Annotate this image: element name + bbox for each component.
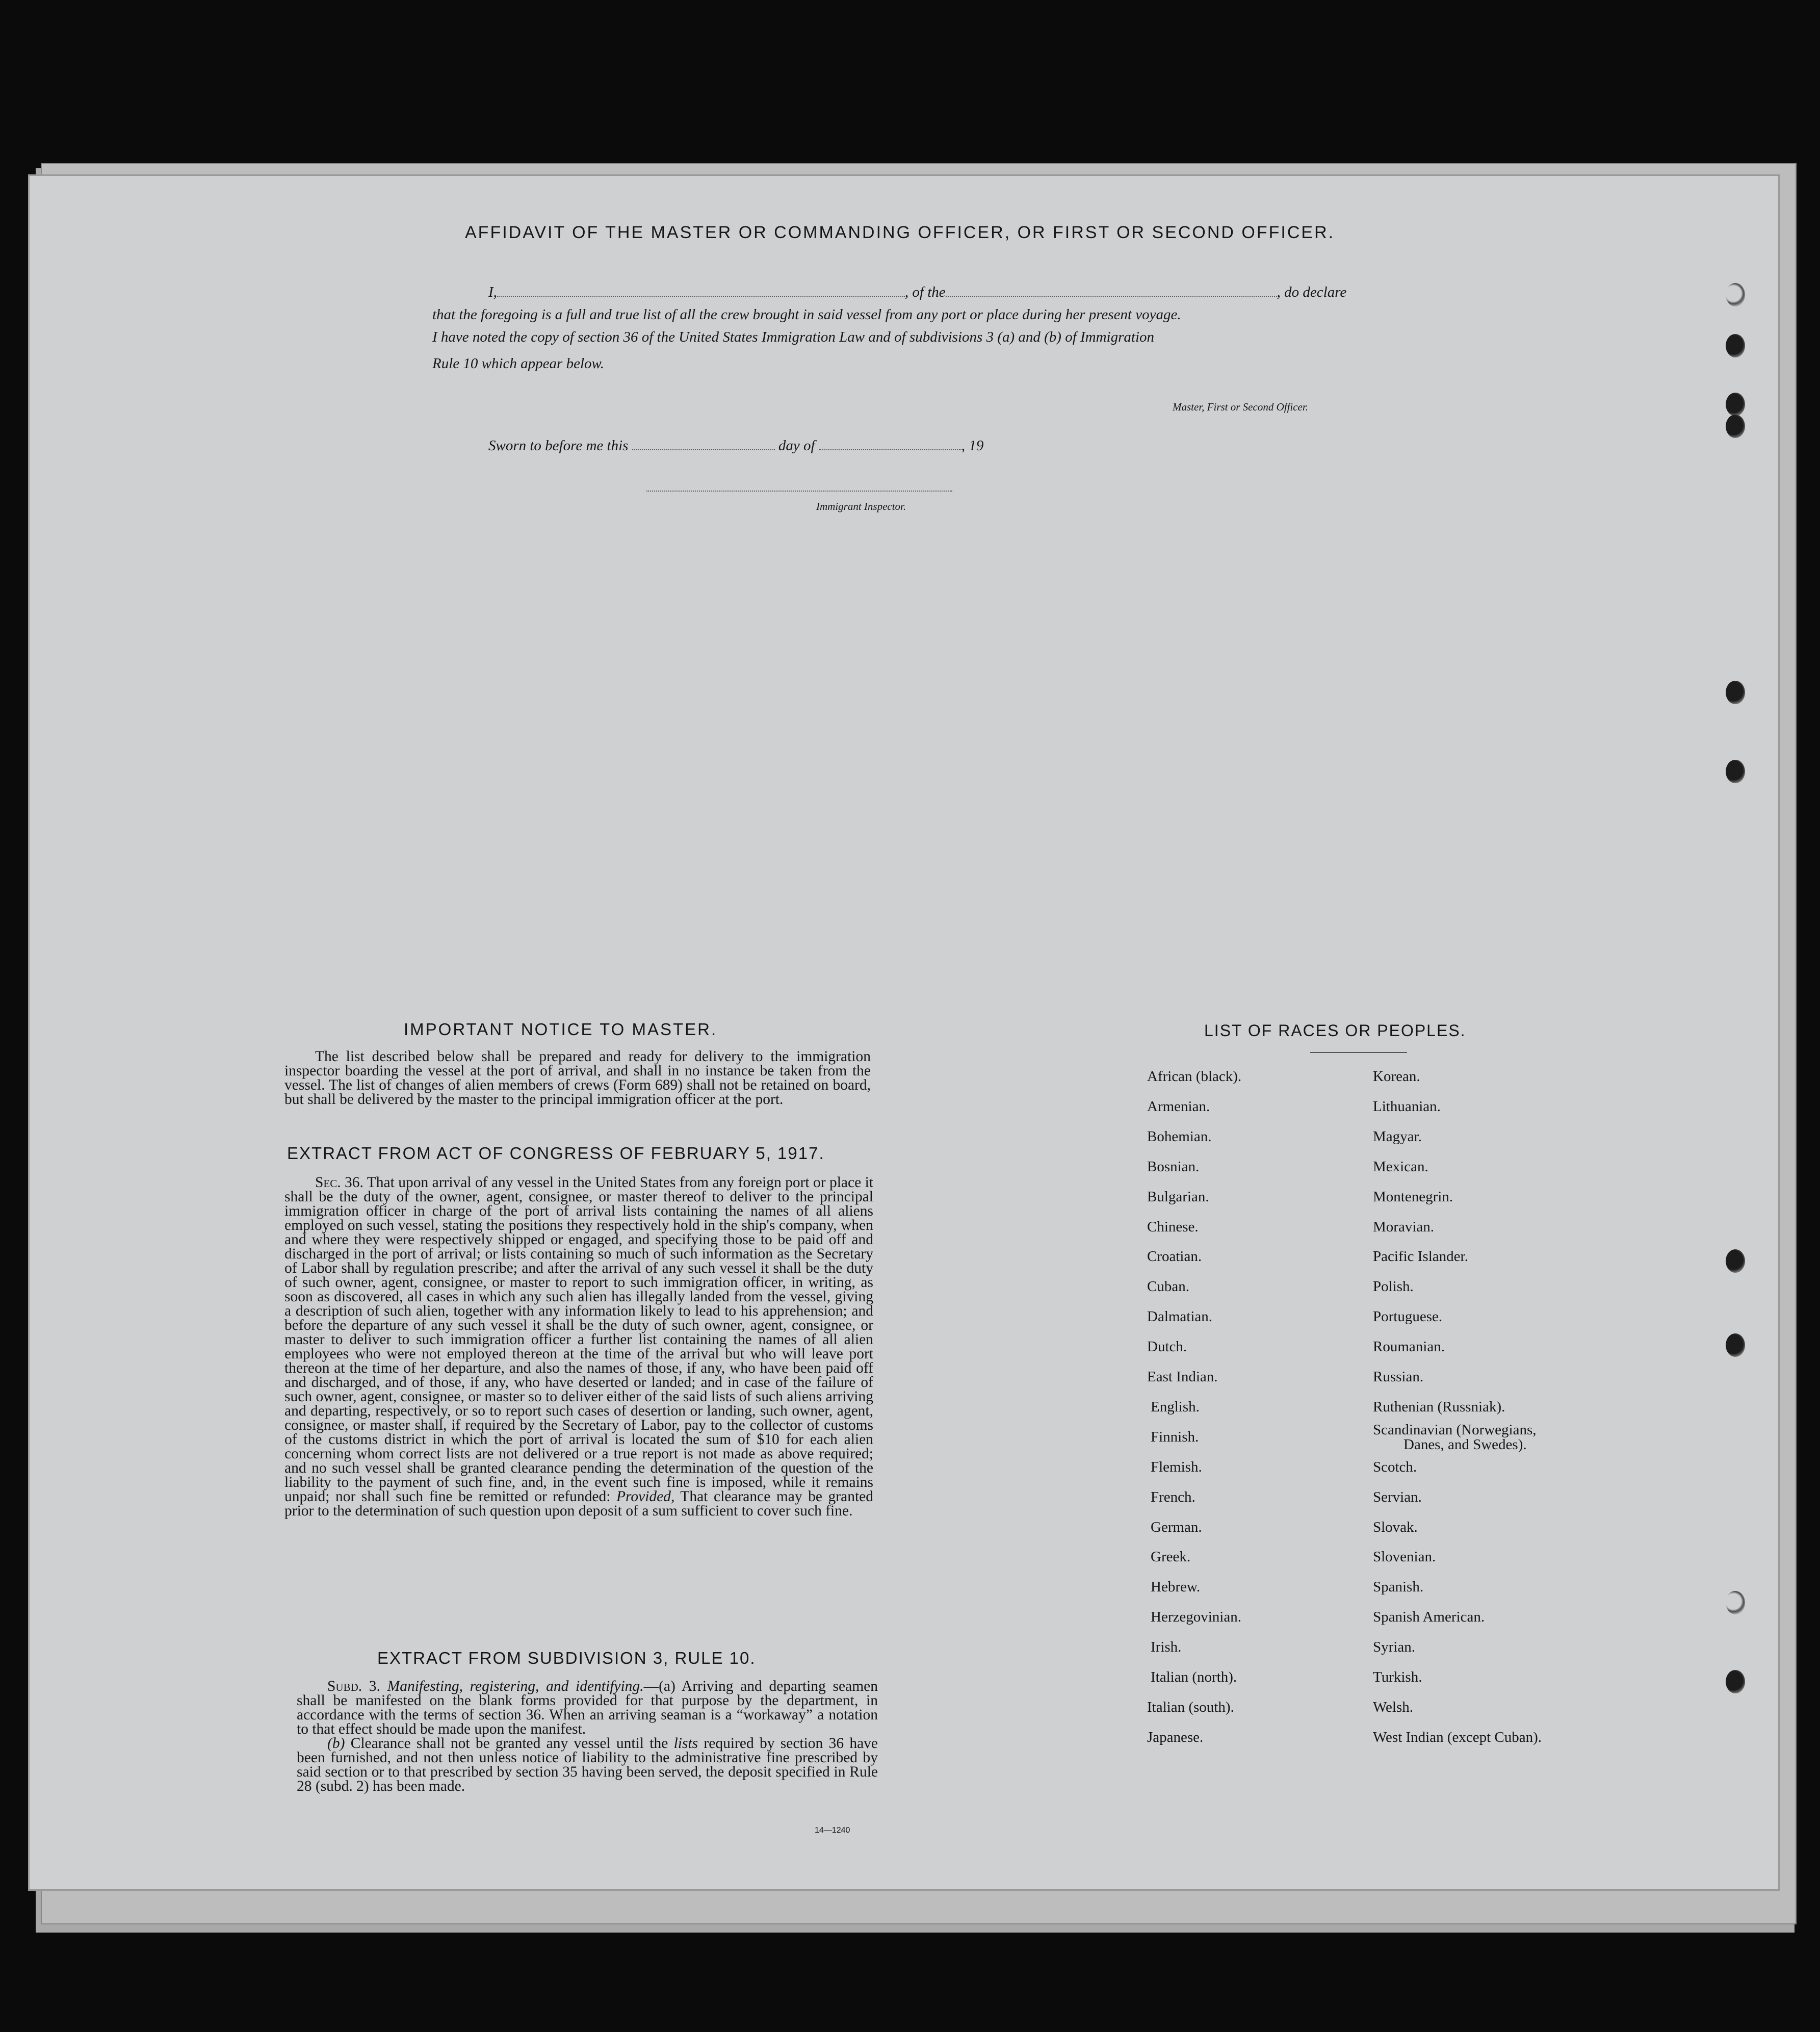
race-item: Polish. [1373,1278,1414,1295]
notice-text [284,1049,871,1107]
race-item: East Indian. [1147,1369,1218,1385]
race-item: Scotch. [1373,1459,1417,1475]
race-item: Bosnian. [1147,1159,1200,1175]
race-item: Ruthenian (Russniak). [1373,1399,1505,1415]
race-item: Magyar. [1373,1128,1422,1145]
race-item: Herzegovinian. [1151,1609,1241,1625]
race-item: Italian (north). [1151,1669,1237,1685]
rule-heading: EXTRACT FROM SUBDIVISION 3, RULE 10. [377,1649,756,1667]
sworn-label: Sworn to before me this [488,438,629,454]
punch-hole [1726,393,1745,416]
race-item: Japanese. [1147,1729,1204,1745]
sworn-line [488,438,983,454]
part-a-label: —(a) [643,1678,675,1694]
race-item: Cuban. [1147,1278,1189,1295]
part-a-text: Arriving and departing seamen shall be manifested on the blank forms provided for that purpose by the department, in accordance with the terms of section 36. When an arriving seaman is a “workaway” a notation to that effect should be made upon the manifest. [297,1678,878,1737]
act-heading: EXTRACT FROM ACT OF CONGRESS OF FEBRUARY 5, 1917. [287,1144,825,1163]
race-item: English. [1151,1399,1200,1415]
race-item [1373,1423,1597,1452]
punch-hole [1726,1249,1745,1273]
race-item: Spanish American. [1373,1609,1485,1625]
declare-label: , do declare [1277,284,1347,300]
affidavit-line-2: that the foregoing is a full and true list of all the crew brought in said vessel from any port or place during her present voyage. [432,306,1181,323]
vessel-label: , of the [904,284,946,300]
race-item: French. [1151,1489,1195,1505]
race-item-line: Danes, and Swedes). [1403,1436,1527,1453]
punch-hole [1726,681,1745,704]
notice-heading: IMPORTANT NOTICE TO MASTER. [404,1020,718,1039]
section-36-text-end: That clearance may be granted prior to the determination of such question upon deposit of a sum sufficient to cover such fine. [284,1488,873,1519]
race-item: Armenian. [1147,1098,1210,1115]
section-36-text: That upon arrival of any vessel in the United States from any foreign port or place it shall be the duty of the owner, agent, consignee, or master thereof to deliver to the principal immigration officer in charge of the port of arrival lists containing the names of all aliens employed on such vessel, stating the positions they respectively hold in the ship's company, when and where they were respectively shipped or engaged, and specifying those to be paid off and discharged in the port of arrival; or lists containing so much of such information as the Secretary of Labor shall by regulation prescribe; and after the arrival of any such vessel it shall be the duty of such owner, agent, consignee, or master to report to such immigration officer, in writing, as soon as discovered, all cases in which any such alien has illegally landed from the vessel, giving a description of such alien, together with any information likely to lead to his apprehension; and before the departure of any such vessel it shall be the duty of such owner, agent, consignee, or master to deliver to such immigration officer a further list containing the names of all alien employees who were not employed thereon at the time of the arrival but who will leave port thereon at the time of her departure, and also the names of those, if any, who have been paid off and discharged, and of those, if any, who have deserted or landed; and in case of the failure of such owner, agent, consignee, or master so to deliver either of the said lists of such aliens arriving and departing, respectively, or so to report such cases of desertion or landing, such owner, agent, consignee, or master shall, if required by the Secretary of Labor, pay to the collector of customs of the customs district in which the port of arrival is located the sum of $10 for each alien concerning whom correct lists are not delivered or a true report is not made as above required; and no such vessel shall be granted clearance pending the determination of the question of the liability to the payment of such fine, and, in the event such fine is imposed, while it remains unpaid; nor shall such fine be remitted or refunded: [284,1174,874,1505]
part-b-text: Clearance shall not be granted any vessel until the [350,1735,668,1752]
race-item: Dutch. [1147,1339,1187,1355]
race-item: Hebrew. [1151,1579,1201,1595]
day-of-label: day of [778,438,815,454]
provided-word: Provided, [616,1488,675,1505]
race-item: Syrian. [1373,1639,1415,1655]
races-heading: LIST OF RACES OR PEOPLES. [1204,1021,1466,1040]
punch-hole [1726,1670,1745,1693]
vessel-name-field[interactable] [946,296,1277,297]
race-item: Welsh. [1373,1699,1414,1715]
punch-hole [1726,334,1745,357]
race-item: Irish. [1151,1639,1182,1655]
subd-title: Manifesting, registering, and identifying. [387,1678,644,1694]
inspector-signature-field[interactable] [646,491,952,492]
race-item: Bulgarian. [1147,1189,1209,1205]
race-item: Montenegrin. [1373,1189,1453,1205]
manifest-page [30,176,1778,1889]
race-item: West Indian (except Cuban). [1373,1729,1542,1745]
race-item: Finnish. [1151,1429,1199,1445]
race-item: Croatian. [1147,1248,1202,1265]
declarant-label: I, [488,284,497,300]
race-item: Mexican. [1373,1159,1428,1175]
punch-hole [1726,1591,1745,1614]
race-item: Lithuanian. [1373,1098,1441,1115]
race-item: Turkish. [1373,1669,1422,1685]
races-divider [1310,1052,1407,1053]
race-item: Servian. [1373,1489,1422,1505]
year-label: , 19 [961,438,984,454]
race-item: Dalmatian. [1147,1308,1213,1325]
race-item: Greek. [1151,1549,1191,1565]
rule-text [297,1679,878,1793]
signature-caption: Master, First or Second Officer. [1173,401,1308,413]
race-item: Portuguese. [1373,1308,1443,1325]
part-b-lists: lists [673,1735,698,1752]
inspector-caption: Immigrant Inspector. [816,500,906,512]
section-36-paragraph [284,1175,873,1518]
notice-paragraph: The list described below shall be prepared and ready for delivery to the immigration inspector boarding the vessel at the port of arrival, and shall in no instance be taken from the vessel. The list of changes of alien members of crews (Form 689) shall not be retained on board, but shall be delivered by the master to the principal immigration officer at the port. [284,1048,871,1108]
form-number: 14—1240 [815,1826,850,1835]
affidavit-line-4: Rule 10 which appear below. [432,355,604,372]
subdivision-b-paragraph [297,1736,878,1793]
declarant-name-field[interactable] [497,296,905,297]
punch-hole [1726,1333,1745,1357]
punch-hole [1726,760,1745,783]
race-item: Russian. [1373,1369,1424,1385]
race-item-line: Scandinavian (Norwegians, [1373,1422,1537,1438]
affidavit-line-1 [488,284,1346,301]
race-item: Spanish. [1373,1579,1424,1595]
punch-hole [1726,415,1745,438]
race-item: African (black). [1147,1068,1242,1085]
race-item: Roumanian. [1373,1339,1445,1355]
race-item: Slovenian. [1373,1549,1436,1565]
race-item: Pacific Islander. [1373,1248,1468,1265]
race-item: Italian (south). [1147,1699,1234,1715]
race-item: Bohemian. [1147,1128,1212,1145]
part-b-text-end: required by section 36 have been furnished, and not then unless notice of liability to the administrative fine prescribed by said section or to that prescribed by section 35 having been served, the deposit specified in Rule 28 (subd. 2) has been made. [297,1735,878,1794]
act-text [284,1175,873,1518]
race-item: Flemish. [1151,1459,1202,1475]
subdivision-a-paragraph [297,1679,878,1736]
affidavit-title: AFFIDAVIT OF THE MASTER OR COMMANDING OFFICER, OR FIRST OR SECOND OFFICER. [465,223,1335,242]
race-item: Korean. [1373,1068,1420,1085]
race-item: German. [1151,1519,1202,1535]
race-item: Moravian. [1373,1219,1434,1235]
section-label: Sec. 36. [315,1174,363,1191]
sworn-month-field[interactable] [819,449,961,450]
race-item: Slovak. [1373,1519,1418,1535]
punch-hole [1726,283,1745,306]
sworn-day-field[interactable] [632,449,775,450]
part-b-label: (b) [327,1735,345,1752]
subd-label: Subd. 3. [327,1678,380,1694]
race-item: Chinese. [1147,1219,1199,1235]
affidavit-line-3: I have noted the copy of section 36 of the United States Immigration Law and of subdivisions 3 (a) and (b) of Immigration [432,329,1155,345]
